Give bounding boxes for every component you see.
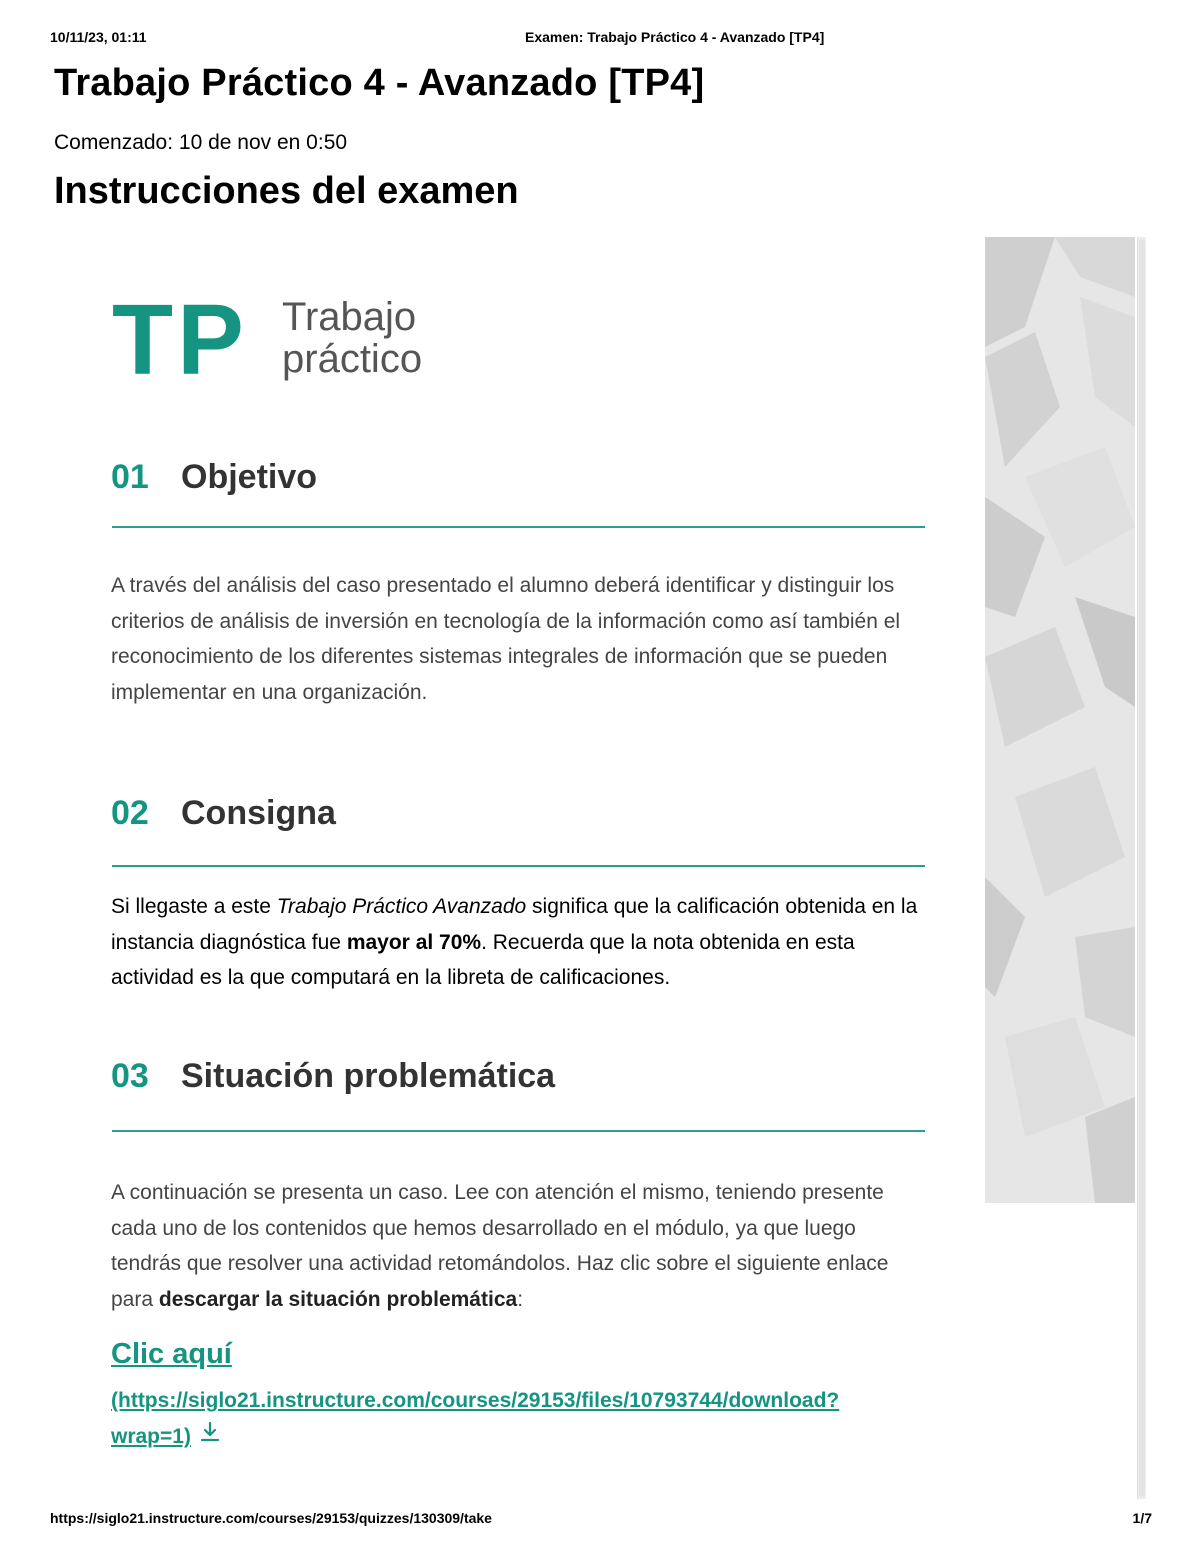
consigna-text-part: Si llegaste a este bbox=[111, 895, 277, 918]
quiz-started-date: Comenzado: 10 de nov en 0:50 bbox=[54, 131, 348, 154]
consigna-text-part: . Recuerda que la nota obtenida en esta actividad es la que computará en la libreta de calificaciones. bbox=[111, 930, 855, 989]
section-title-consigna: Consigna bbox=[181, 794, 336, 832]
download-link-url[interactable] bbox=[111, 1383, 891, 1455]
download-icon[interactable] bbox=[199, 1419, 221, 1455]
consigna-strong: mayor al 70% bbox=[346, 930, 482, 954]
tp-logo-mark: TP bbox=[112, 284, 248, 396]
decorative-banner-image bbox=[985, 237, 1135, 1203]
section-divider bbox=[112, 1130, 925, 1132]
section-number-situacion: 03 bbox=[111, 1057, 149, 1095]
download-link-label[interactable]: Clic aquí bbox=[111, 1338, 232, 1370]
download-link-url-text: (https://siglo21.instructure.com/courses/29153/files/10793744/download?wrap=1) bbox=[111, 1389, 840, 1448]
tp-logo-words bbox=[282, 296, 422, 380]
print-document-title: Examen: Trabajo Práctico 4 - Avanzado [TP4] bbox=[525, 29, 825, 45]
tp-logo-line2: práctico bbox=[282, 337, 423, 381]
print-page-number: 1/7 bbox=[1132, 1510, 1152, 1526]
section-divider bbox=[112, 865, 925, 867]
print-footer-url: https://siglo21.instructure.com/courses/29153/quizzes/130309/take bbox=[50, 1510, 492, 1526]
print-header bbox=[50, 29, 1150, 49]
situacion-paragraph bbox=[111, 1175, 931, 1317]
print-datetime: 10/11/23, 01:11 bbox=[50, 29, 147, 45]
section-divider bbox=[112, 526, 925, 528]
situacion-text-part: : bbox=[517, 1287, 524, 1311]
section-number-consigna: 02 bbox=[111, 794, 149, 832]
situacion-strong: descargar la situación problemática bbox=[158, 1287, 518, 1311]
geometric-pattern-image bbox=[985, 237, 1135, 1203]
section-number-objetivo: 01 bbox=[111, 458, 149, 496]
print-footer bbox=[50, 1510, 1152, 1530]
consigna-text-part: significa que la calificación obtenida en la instancia diagnóstica fue bbox=[111, 895, 918, 954]
consigna-paragraph bbox=[111, 889, 931, 996]
side-scrollbar-thumb[interactable] bbox=[1139, 239, 1145, 1497]
side-scrollbar[interactable] bbox=[1137, 237, 1146, 1499]
objetivo-paragraph: A través del análisis del caso presentado el alumno deberá identificar y distinguir los criterios de análisis de inversión en tecnología de la información como así también el reconocimiento de los diferentes sistemas integrales de información que se pueden implementar en una organización. bbox=[111, 574, 901, 704]
instructions-heading: Instrucciones del examen bbox=[54, 170, 519, 212]
consigna-emphasis: Trabajo Práctico Avanzado bbox=[276, 895, 527, 918]
section-title-situacion: Situación problemática bbox=[181, 1057, 556, 1095]
situacion-text-part: A continuación se presenta un caso. Lee con atención el mismo, teniendo presente cada uno de los contenidos que hemos desarrollado en el módulo, ya que luego tendrás que resolver una actividad retomándolos. Haz clic sobre el siguiente enlace para bbox=[111, 1181, 889, 1311]
quiz-title: Trabajo Práctico 4 - Avanzado [TP4] bbox=[54, 62, 705, 104]
section-title-objetivo: Objetivo bbox=[181, 458, 318, 496]
tp-logo-line1: Trabajo bbox=[282, 295, 417, 339]
